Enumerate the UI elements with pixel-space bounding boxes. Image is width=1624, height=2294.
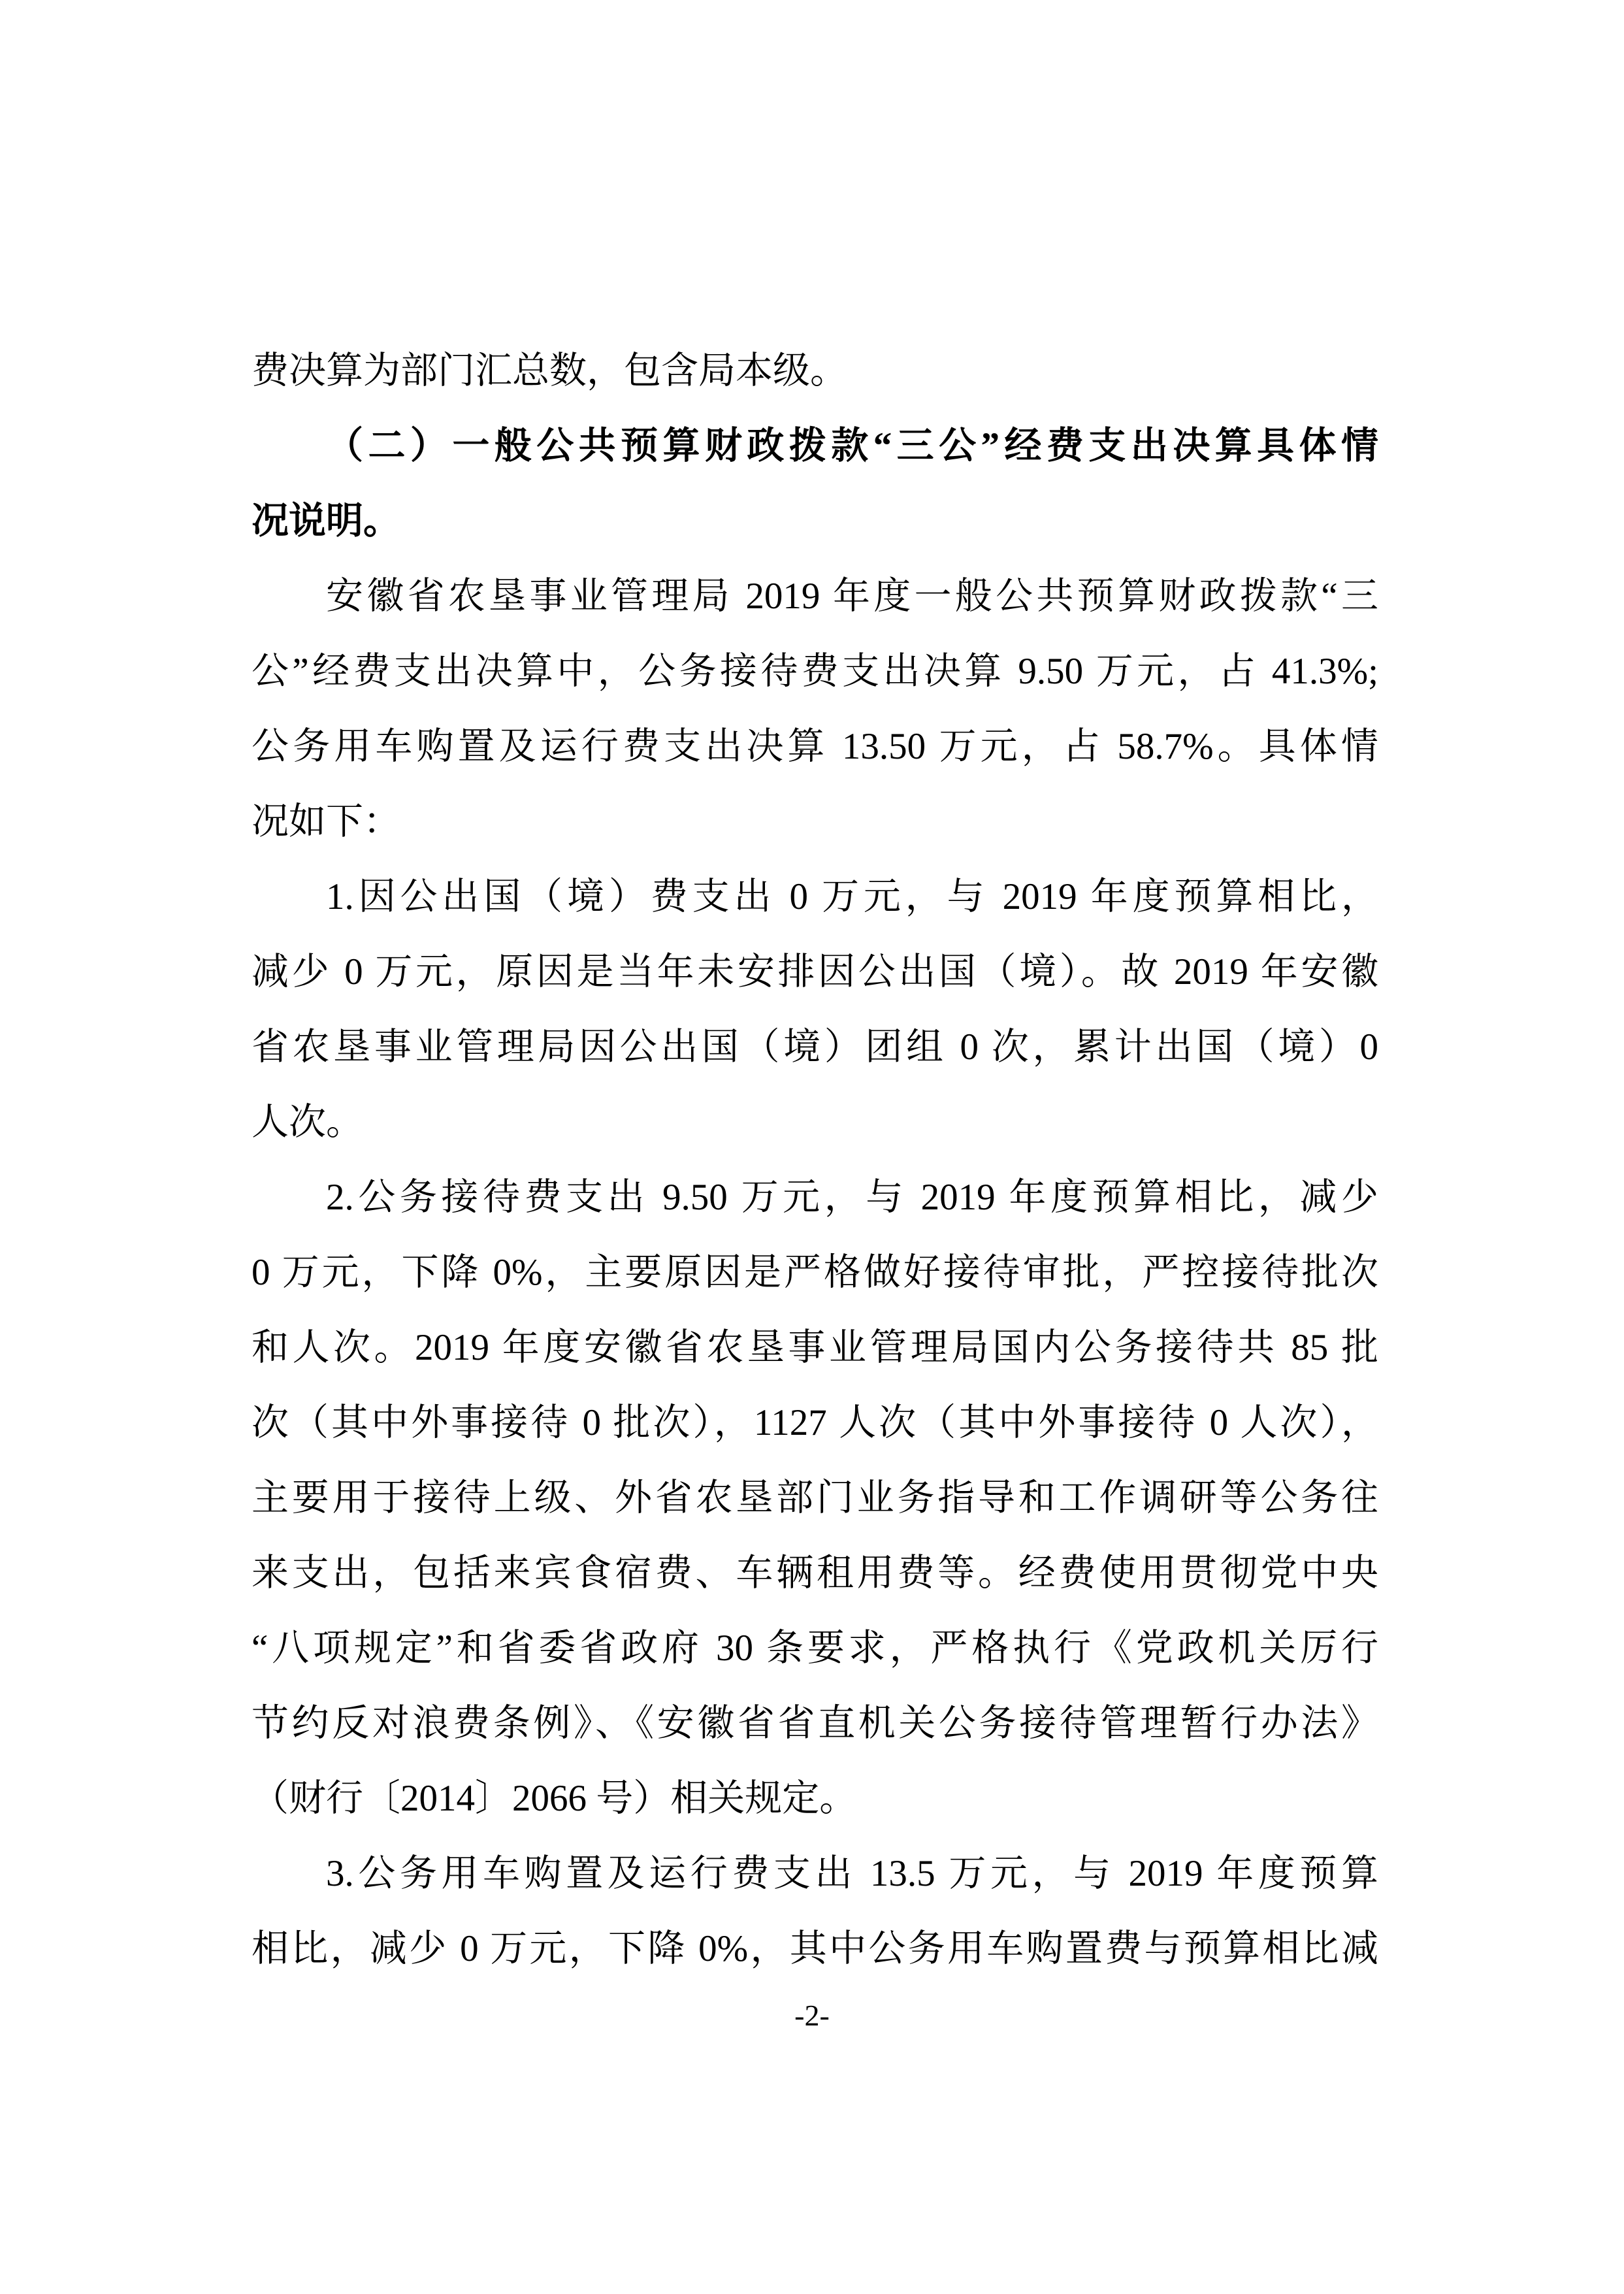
text-line: （二）一般公共预算财政拨款“三公”经费支出决算具体情	[326, 425, 1378, 467]
text-line: 公务用车购置及运行费支出决算 13.50 万元，占 58.7%。具体情	[252, 726, 1378, 767]
text-line: 公”经费支出决算中，公务接待费支出决算 9.50 万元，占 41.3%;	[252, 651, 1378, 692]
text-line: 0 万元，下降 0%，主要原因是严格做好接待审批，严控接待批次	[252, 1252, 1378, 1293]
text-line: 况说明。	[252, 500, 400, 542]
text-line: 次（其中外事接待 0 批次），1127 人次（其中外事接待 0 人次），	[252, 1402, 1378, 1443]
text-line: 人次。	[252, 1102, 363, 1143]
text-line: 费决算为部门汇总数，包含局本级。	[252, 350, 847, 391]
document-body	[252, 333, 1378, 1986]
text-line: 3.公务用车购置及运行费支出 13.5 万元，与 2019 年度预算	[326, 1853, 1378, 1894]
text-line: 1.因公出国（境）费支出 0 万元，与 2019 年度预算相比，	[326, 876, 1378, 917]
text-line: 和人次。2019 年度安徽省农垦事业管理局国内公务接待共 85 批	[252, 1327, 1378, 1368]
text-line: 主要用于接待上级、外省农垦部门业务指导和工作调研等公务往	[252, 1477, 1378, 1518]
text-line: 来支出，包括来宾食宿费、车辆租用费等。经费使用贯彻党中央	[252, 1552, 1378, 1594]
text-line: 安徽省农垦事业管理局 2019 年度一般公共预算财政拨款“三	[326, 576, 1378, 617]
text-line: 减少 0 万元，原因是当年未安排因公出国（境）。故 2019 年安徽	[252, 951, 1378, 992]
text-line: 况如下：	[252, 801, 400, 842]
text-line: “八项规定”和省委省政府 30 条要求，严格执行《党政机关厉行	[252, 1628, 1378, 1669]
text-line: 2.公务接待费支出 9.50 万元，与 2019 年度预算相比，减少	[326, 1177, 1378, 1218]
text-line: 省农垦事业管理局因公出国（境）团组 0 次，累计出国（境）0	[252, 1026, 1378, 1068]
text-line: （财行〔2014〕2066 号）相关规定。	[252, 1778, 857, 1819]
text-line: 节约反对浪费条例》、《安徽省省直机关公务接待管理暂行办法》	[252, 1703, 1378, 1744]
page-number: -2-	[794, 1999, 830, 2032]
text-line: 相比，减少 0 万元，下降 0%，其中公务用车购置费与预算相比减	[252, 1928, 1378, 1969]
